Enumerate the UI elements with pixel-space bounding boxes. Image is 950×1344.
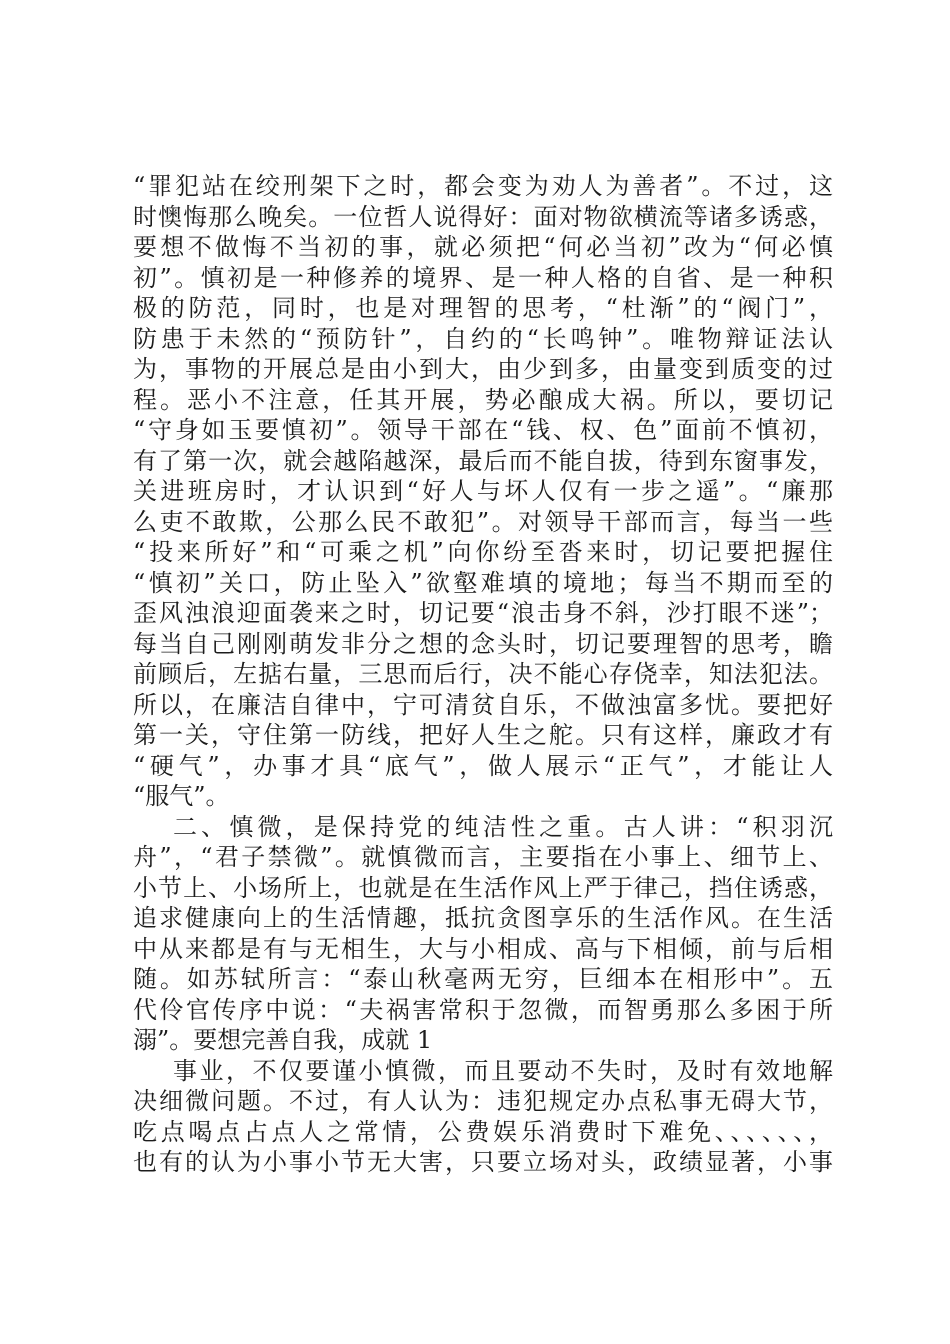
text-line: 歪风浊浪迎面袭来之时，切记要“浪击身不斜，沙打眼不迷”； [133, 599, 833, 627]
text-line: 事业，不仅要谨小慎微，而且要动不失时，及时有效地解 [173, 1056, 833, 1085]
text-line: 前顾后，左掂右量，三思而后行，决不能心存侥幸，知法犯法。 [133, 660, 833, 688]
text-line: 每当自己刚刚萌发非分之想的念头时，切记要理智的思考，瞻 [133, 629, 833, 658]
text-line: 有了第一次，就会越陷越深，最后而不能自拔，待到东窗事发， [133, 446, 833, 475]
text-line: “守身如玉要慎初”。领导干部在“钱、权、色”面前不慎初， [133, 416, 833, 444]
text-line: 代伶官传序中说：“夫祸害常积于忽微，而智勇那么多困于所 [133, 995, 833, 1024]
text-line: 关进班房时，才认识到“好人与坏人仅有一步之遥”。“廉那 [133, 477, 833, 505]
text-line: “硬气”，办事才具“底气”，做人展示“正气”，才能让人 [133, 751, 833, 780]
text-line: 吃点喝点占点人之常情，公费娱乐消费时下难免、、、、、、， [133, 1117, 833, 1146]
text-line: “罪犯站在绞刑架下之时，都会变为劝人为善者”。不过，这 [133, 172, 833, 200]
text-block [133, 171, 833, 1178]
text-line: 时懊悔那么晚矣。一位哲人说得好：面对物欲横流等诸多诱惑， [133, 202, 833, 231]
text-line: 所以，在廉洁自律中，宁可清贫自乐，不做浊富多忧。要把好 [133, 690, 833, 719]
text-line: 程。恶小不注意，任其开展，势必酿成大祸。所以，要切记 [133, 385, 833, 414]
text-line: 追求健康向上的生活情趣，抵抗贪图享乐的生活作风。在生活 [133, 904, 833, 932]
text-line: “投来所好”和“可乘之机”向你纷至沓来时，切记要把握住 [133, 538, 833, 566]
text-line: 第一关，守住第一防线，把好人生之舵。只有这样，廉政才有 [133, 721, 833, 749]
text-line: 随。如苏轼所言：“泰山秋毫两无穷，巨细本在相形中”。五 [133, 965, 833, 993]
text-line: 为，事物的开展总是由小到大，由少到多，由量变到质变的过 [133, 355, 833, 383]
text-line: “慎初”关口，防止坠入”欲壑难填的境地；每当不期而至的 [133, 568, 833, 597]
text-line: 初”。慎初是一种修养的境界、是一种人格的自省、是一种积 [133, 263, 833, 292]
text-line: 么吏不敢欺，公那么民不敢犯”。对领导干部而言，每当一些 [133, 507, 833, 536]
text-line: 小节上、小场所上，也就是在生活作风上严于律己，挡住诱惑， [133, 873, 833, 902]
text-line: 要想不做悔不当初的事，就必须把“何必当初”改为“何必慎 [133, 233, 833, 261]
text-line: 极的防范，同时，也是对理智的思考，“杜渐”的“阀门”， [133, 294, 833, 322]
text-line: 中从来都是有与无相生，大与小相成、高与下相倾，前与后相 [133, 934, 833, 963]
text-line: “服气”。 [133, 782, 230, 810]
text-line: 也有的认为小事小节无大害，只要立场对头，政绩显著，小事 [133, 1148, 833, 1176]
text-line: 溺”。要想完善自我，成就 1 [133, 1026, 433, 1054]
text-line: 决细微问题。不过，有人认为：违犯规定办点私事无碍大节， [133, 1087, 833, 1115]
text-line: 舟”，“君子禁微”。就慎微而言，主要指在小事上、细节上、 [133, 843, 833, 871]
text-line: 二、慎微，是保持党的纯洁性之重。古人讲：“积羽沉 [173, 812, 833, 841]
text-line: 防患于未然的“预防针”，自约的“长鸣钟”。唯物辩证法认 [133, 324, 833, 353]
